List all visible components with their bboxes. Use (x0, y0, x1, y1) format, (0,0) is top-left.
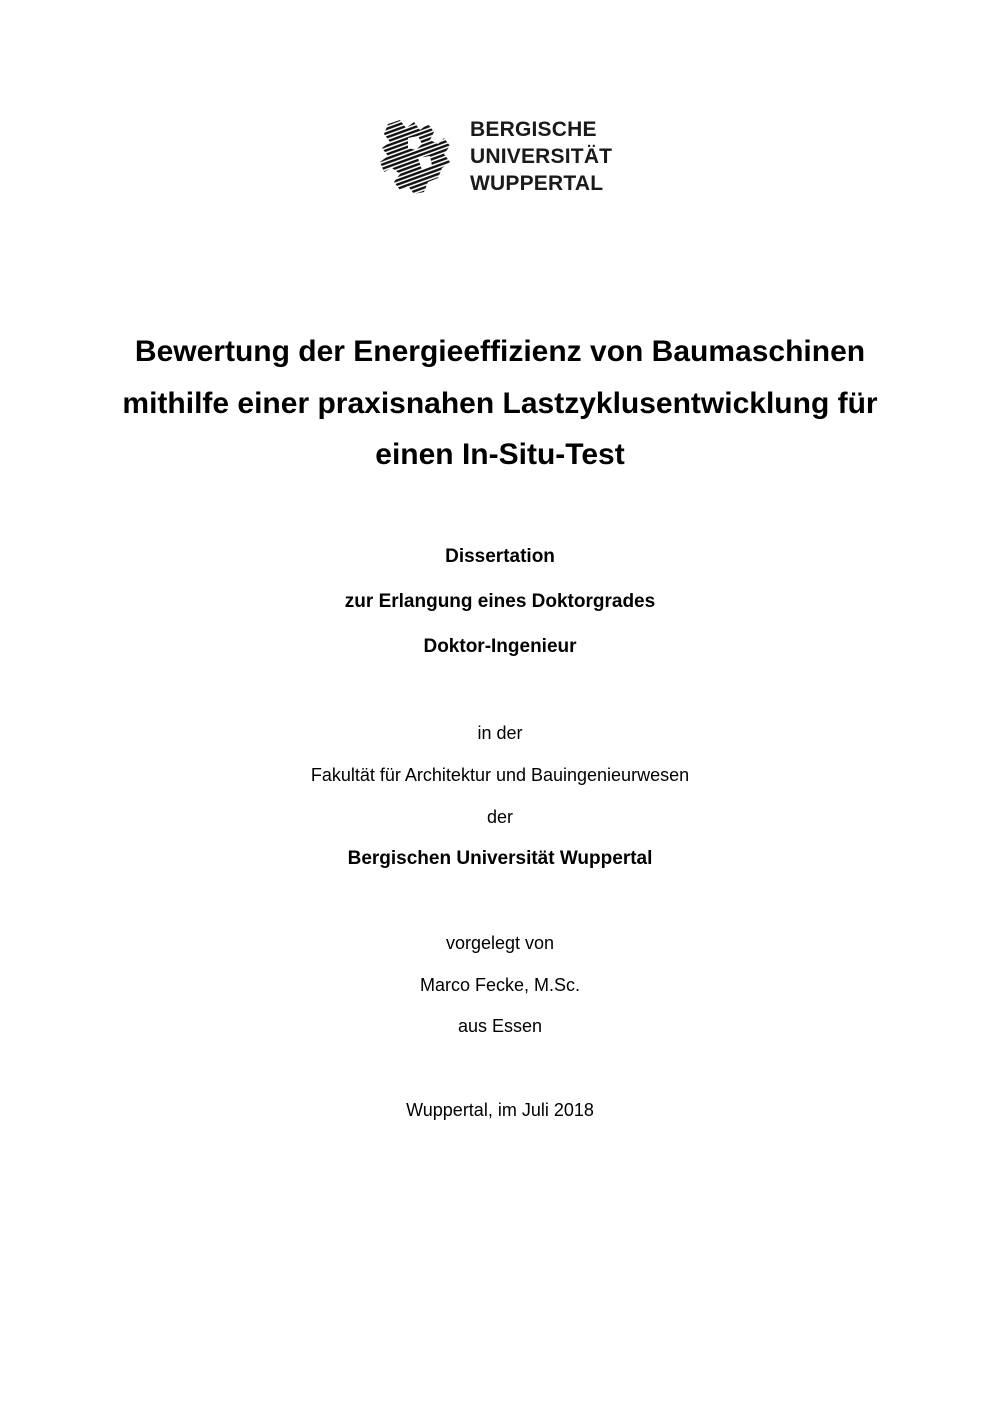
document-purpose: zur Erlangung eines Doktorgrades (344, 591, 656, 612)
author-name: Marco Fecke, M.Sc. (419, 975, 581, 995)
logo-wordmark (470, 116, 612, 197)
institution-connector: der (486, 807, 513, 827)
logo-line: UNIVERSITÄT (470, 145, 613, 168)
university-logo (378, 114, 628, 198)
logo-line: WUPPERTAL (470, 172, 604, 195)
university-name: Bergischen Universität Wuppertal (347, 848, 653, 869)
lion-heraldic-icon (378, 118, 456, 196)
title-line-3: einen In-Situ-Test (375, 438, 625, 471)
author-origin: aus Essen (457, 1016, 543, 1036)
faculty: Fakultät für Architektur und Bauingenieurwesen (310, 765, 690, 785)
title-line-2: mithilfe einer praxisnahen Lastzyklusentwicklung für (122, 387, 878, 420)
author-prefix: vorgelegt von (445, 933, 555, 953)
logo-line: BERGISCHE (470, 118, 597, 141)
institution-prefix: in der (477, 723, 523, 743)
degree: Doktor-Ingenieur (423, 636, 577, 657)
document-type: Dissertation (445, 546, 555, 567)
place-date: Wuppertal, im Juli 2018 (406, 1100, 594, 1120)
title-line-1: Bewertung der Energieeffizienz von Baumaschinen (134, 335, 866, 368)
